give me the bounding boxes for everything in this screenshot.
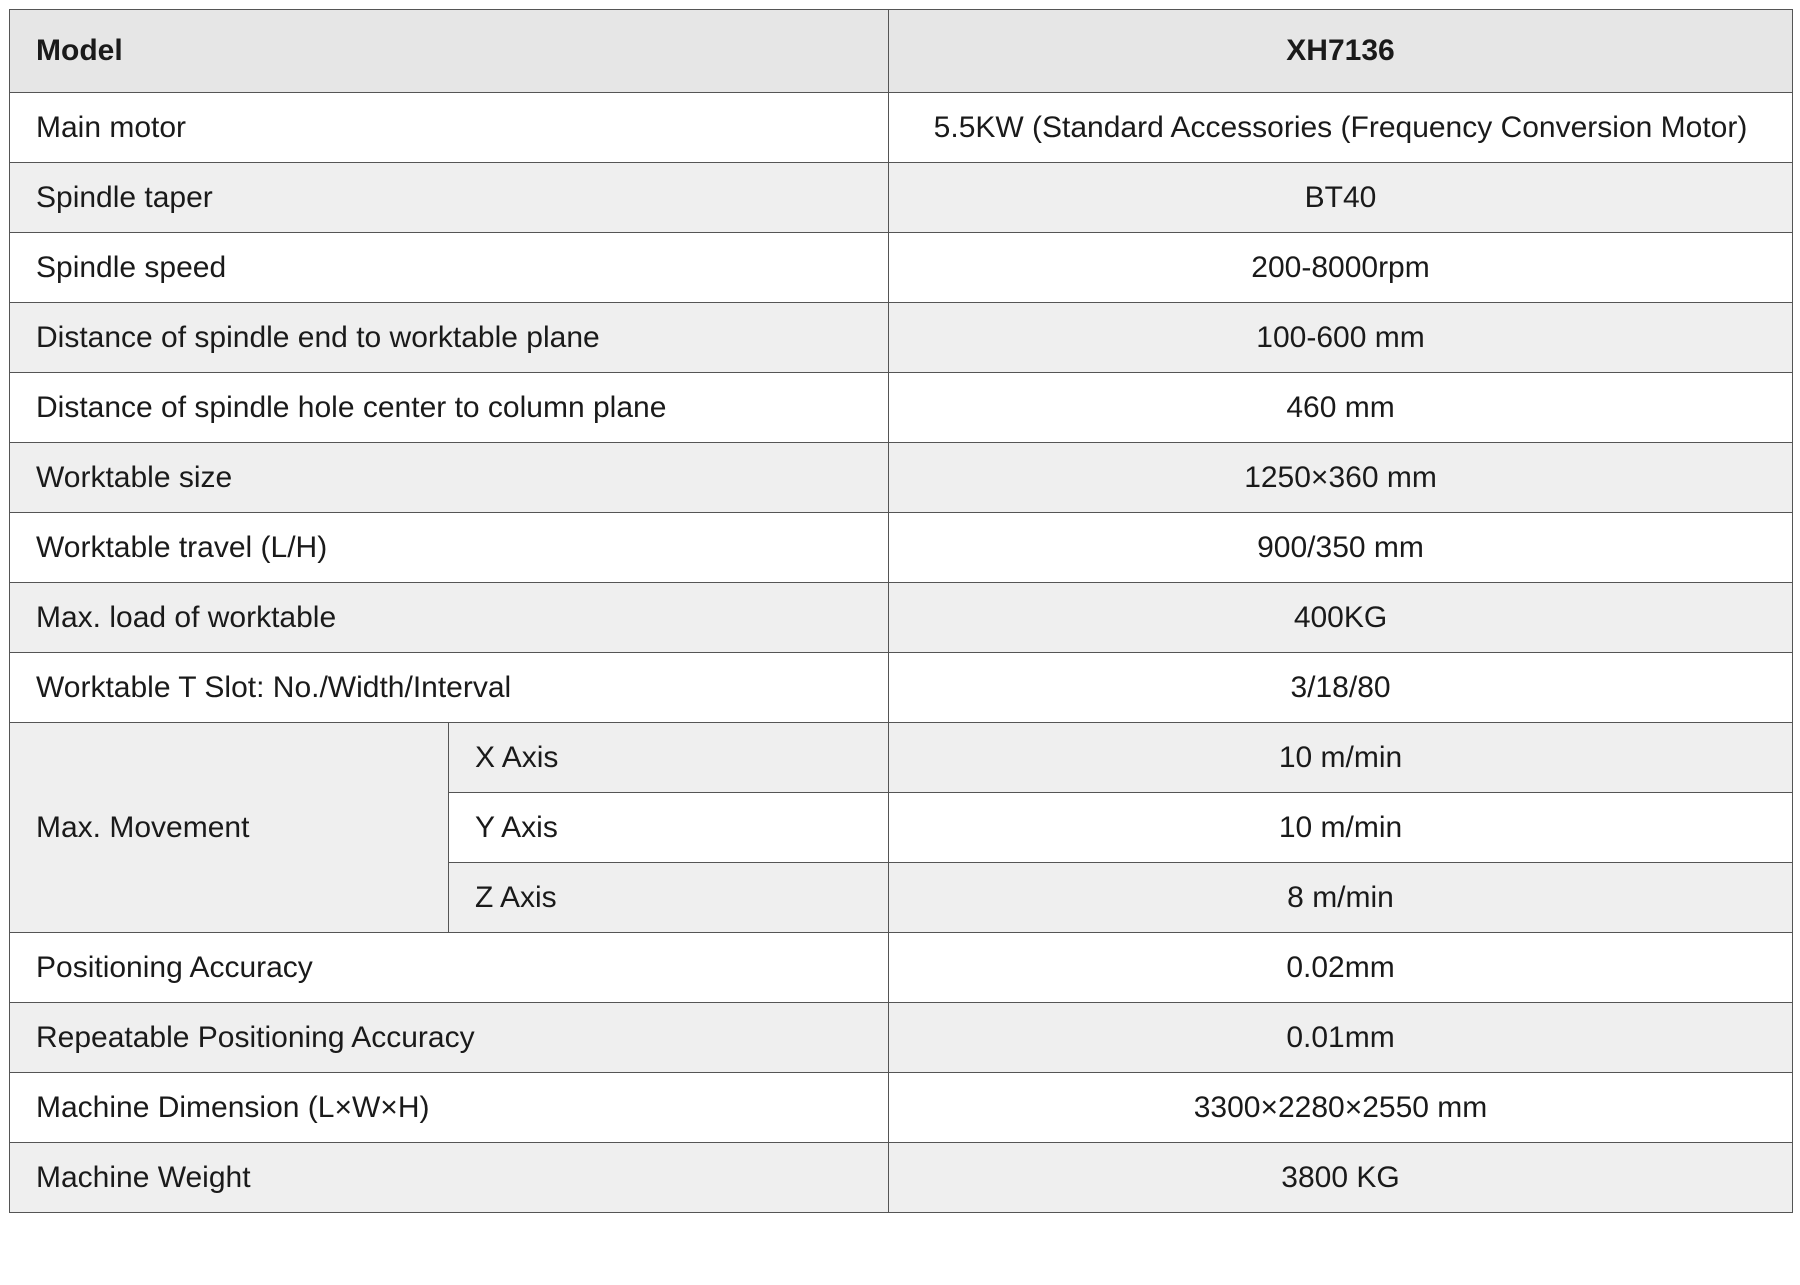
table-row [10,233,1793,303]
row-label: Max. load of worktable [10,583,889,653]
table-row [10,1073,1793,1143]
row-value: 0.02mm [889,933,1793,1003]
row-value: 900/350 mm [889,513,1793,583]
header-label: Model [10,10,889,93]
table-header-row [10,10,1793,93]
row-label: Worktable travel (L/H) [10,513,889,583]
axis-value: 10 m/min [889,793,1793,863]
axis-label: X Axis [449,723,889,793]
row-value: 400KG [889,583,1793,653]
row-value: 0.01mm [889,1003,1793,1073]
row-value: BT40 [889,163,1793,233]
row-label: Spindle taper [10,163,889,233]
row-label: Machine Dimension (L×W×H) [10,1073,889,1143]
row-value: 5.5KW (Standard Accessories (Frequency Conversion Motor) [889,93,1793,163]
header-model-value: XH7136 [889,10,1793,93]
table-row [10,163,1793,233]
table-row [10,443,1793,513]
row-value: 200-8000rpm [889,233,1793,303]
table-row [10,933,1793,1003]
row-label: Machine Weight [10,1143,889,1213]
table-row [10,513,1793,583]
row-label: Main motor [10,93,889,163]
max-movement-label: Max. Movement [10,723,449,933]
row-label: Positioning Accuracy [10,933,889,1003]
row-value: 460 mm [889,373,1793,443]
table-row-movement-x [10,723,1793,793]
axis-label: Y Axis [449,793,889,863]
table-row [10,303,1793,373]
row-value: 3300×2280×2550 mm [889,1073,1793,1143]
axis-label: Z Axis [449,863,889,933]
row-value: 1250×360 mm [889,443,1793,513]
table-row [10,373,1793,443]
row-label: Spindle speed [10,233,889,303]
row-value: 3800 KG [889,1143,1793,1213]
row-label: Worktable T Slot: No./Width/Interval [10,653,889,723]
table-row [10,583,1793,653]
row-value: 3/18/80 [889,653,1793,723]
row-label: Distance of spindle end to worktable plane [10,303,889,373]
table-row [10,1003,1793,1073]
row-value: 100-600 mm [889,303,1793,373]
table-row [10,653,1793,723]
row-label: Repeatable Positioning Accuracy [10,1003,889,1073]
table-row [10,1143,1793,1213]
row-label: Worktable size [10,443,889,513]
axis-value: 10 m/min [889,723,1793,793]
spec-table [9,9,1793,1213]
row-label: Distance of spindle hole center to column plane [10,373,889,443]
table-row [10,93,1793,163]
axis-value: 8 m/min [889,863,1793,933]
